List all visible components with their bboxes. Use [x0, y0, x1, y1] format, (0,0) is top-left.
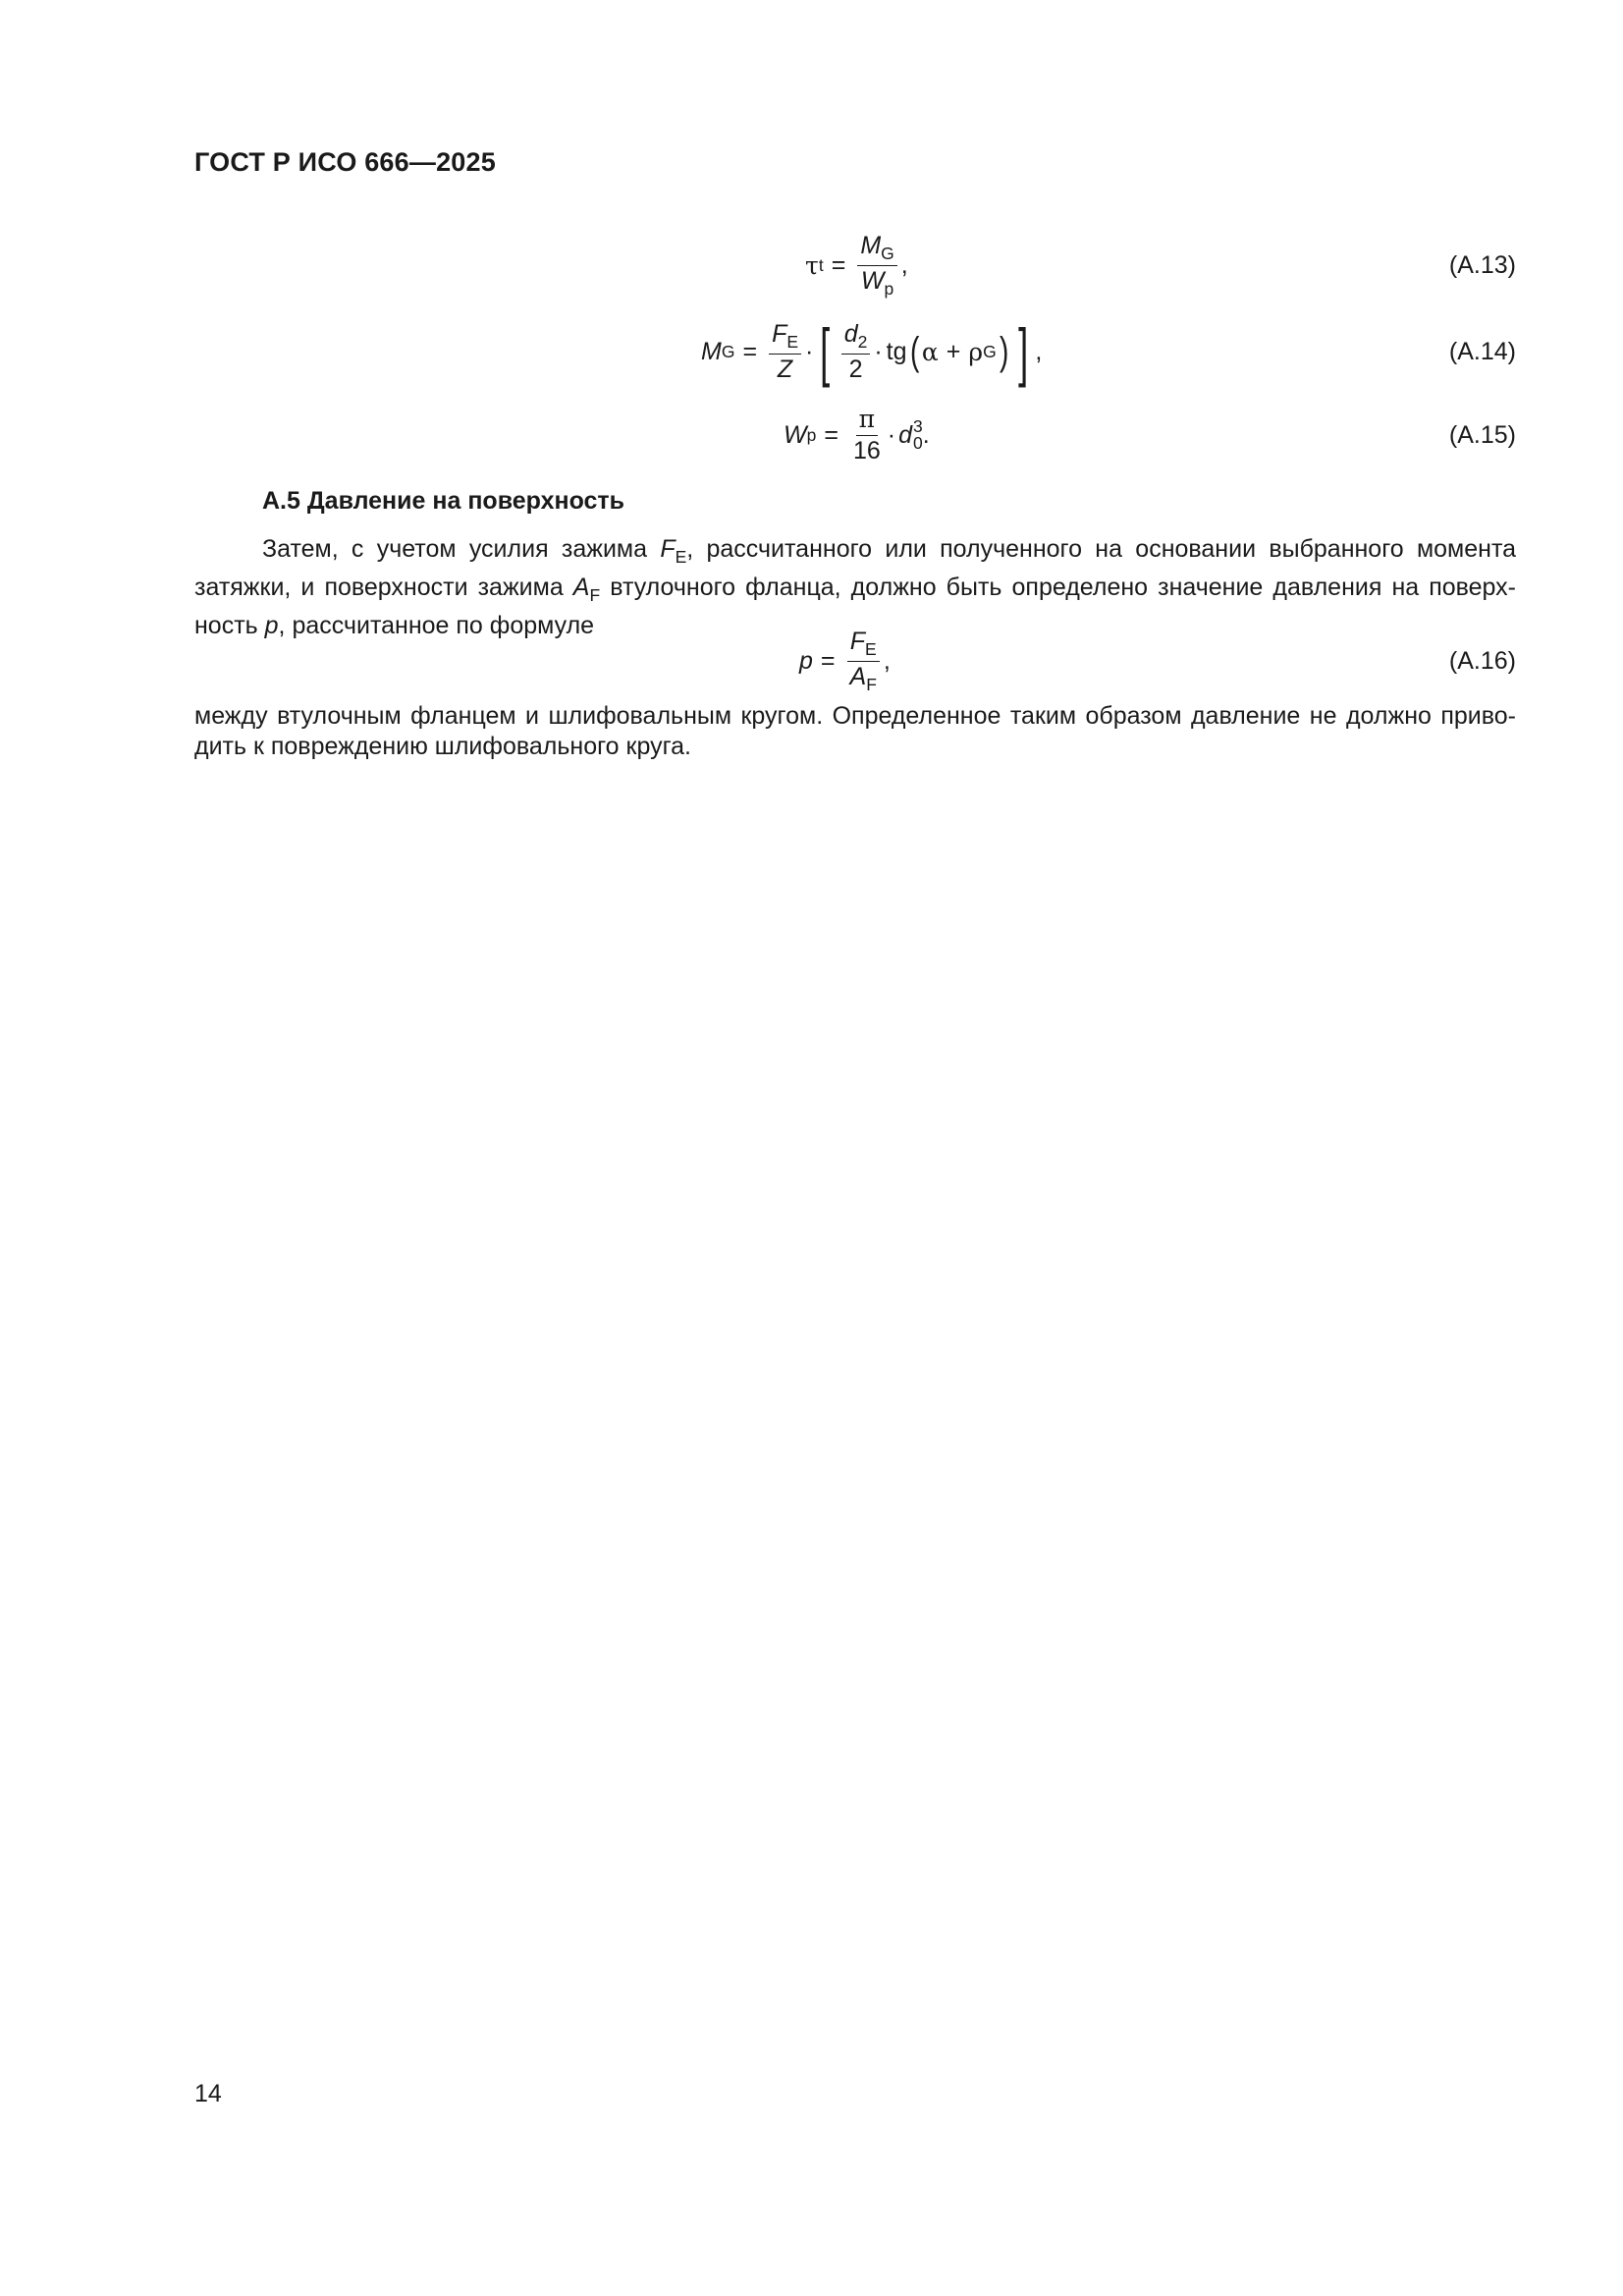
paragraph-line: дить к повреждению шлифовального круга.: [194, 733, 691, 760]
paragraph-line: Затем, с учетом усилия зажима $F_E$, рассчитанного или полученного на основании выбранного момента: [262, 535, 1517, 567]
equation-a14: [0, 307, 1623, 396]
numerator-subscript: G: [881, 244, 894, 264]
inline-variable: p: [264, 612, 279, 639]
denominator-subscript: F: [866, 674, 877, 694]
denominator: Z: [777, 355, 793, 383]
right-paren: ): [999, 329, 1009, 373]
inline-variable: A: [572, 574, 590, 601]
section-heading: А.5 Давление на поверхность: [262, 487, 625, 515]
equation-number: (А.13): [1448, 250, 1516, 279]
denominator-subscript: p: [884, 278, 894, 299]
equation-a13: [0, 221, 1623, 309]
numerator: d: [843, 320, 858, 349]
paragraph-line: затяжки, и поверхности зажима $A_F$ втулочного фланца, должно быть определено значение давления на поверх-: [194, 574, 1516, 605]
tau-symbol: τ: [805, 250, 819, 280]
superscript: 3: [913, 416, 923, 437]
pi-symbol: π: [858, 405, 876, 434]
equals-sign: =: [831, 250, 846, 279]
lhs-symbol: M: [701, 337, 722, 365]
subscript-superscript: [913, 418, 923, 451]
fraction: [857, 233, 896, 298]
formula-a16: [799, 617, 891, 705]
subscript: 0: [913, 433, 923, 453]
lhs-subscript: G: [721, 341, 735, 361]
numerator-subscript: E: [865, 639, 877, 660]
numerator: F: [849, 628, 865, 656]
denominator: A: [849, 662, 867, 690]
punctuation: ,: [883, 646, 891, 675]
paragraph-line: ность p, рассчитанное по формуле: [194, 612, 595, 639]
function-name: tg: [886, 337, 907, 365]
rho-subscript: G: [983, 341, 997, 361]
rho-symbol: ρ: [968, 337, 984, 366]
denominator: W: [860, 266, 885, 295]
equation-number: (А.14): [1448, 337, 1516, 365]
denominator: 2: [848, 355, 863, 383]
variable: d: [898, 420, 912, 449]
lhs-symbol: p: [799, 646, 813, 675]
lhs-symbol: W: [784, 420, 807, 449]
dot-operator: ·: [874, 337, 883, 365]
fraction: [847, 629, 880, 693]
equation-number: (А.16): [1448, 646, 1516, 675]
left-paren: (: [909, 329, 919, 373]
left-bracket: [: [820, 315, 831, 388]
numerator: M: [860, 232, 882, 260]
punctuation: ,: [1035, 337, 1043, 365]
equals-sign: =: [820, 646, 836, 675]
equation-number: (А.15): [1448, 420, 1516, 449]
equation-a15: [0, 391, 1623, 479]
punctuation: .: [922, 420, 930, 449]
document-header: ГОСТ Р ИСО 666—2025: [194, 147, 496, 177]
page-number: 14: [194, 2080, 222, 2107]
tau-subscript: t: [818, 254, 824, 275]
formula-a13: [805, 221, 908, 309]
right-bracket: ]: [1018, 315, 1029, 388]
formula-a15: [784, 391, 930, 479]
fraction: [850, 407, 884, 464]
alpha-symbol: α: [921, 337, 939, 366]
inline-variable: F: [660, 535, 676, 563]
fraction-1: [769, 321, 801, 382]
punctuation: ,: [900, 250, 908, 279]
dot-operator: ·: [887, 420, 896, 449]
lhs-subscript: p: [806, 424, 817, 445]
plus-sign: +: [946, 337, 961, 365]
fraction-2: [841, 321, 871, 382]
formula-a14: [701, 307, 1042, 396]
paragraph-2: [194, 701, 1516, 762]
equation-a16: [0, 617, 1623, 705]
dot-operator: ·: [805, 337, 814, 365]
numerator-subscript: 2: [857, 332, 868, 353]
numerator: F: [772, 320, 787, 349]
numerator-subscript: E: [786, 332, 799, 353]
denominator: 16: [852, 436, 881, 465]
equals-sign: =: [824, 420, 839, 449]
paragraph-line: между втулочным фланцем и шлифовальным кругом. Определенное таким образом давление не должно приво-: [194, 702, 1516, 730]
equals-sign: =: [742, 337, 758, 365]
